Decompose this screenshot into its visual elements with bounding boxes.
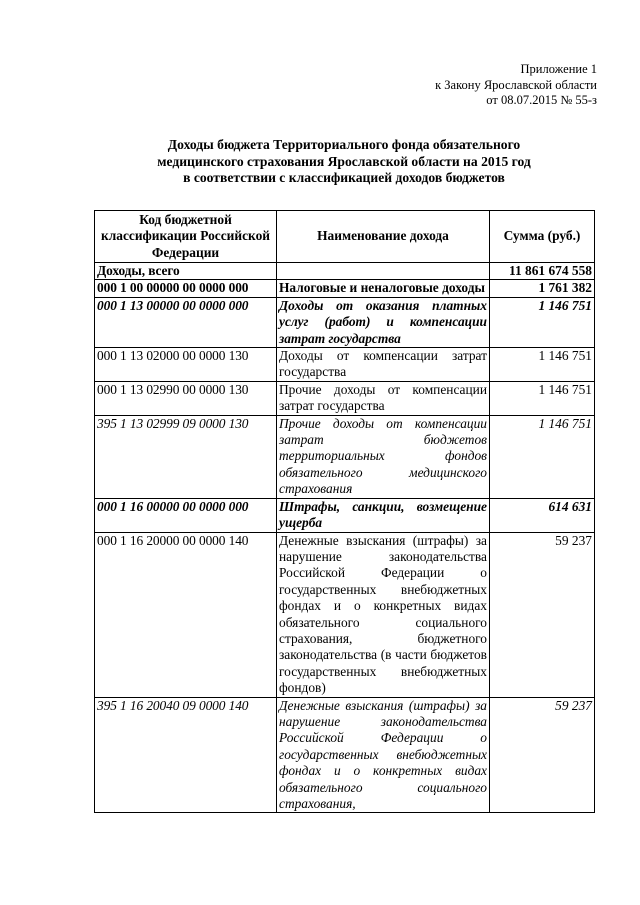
title-line-1: Доходы бюджета Территориального фонда обязательного: [167, 137, 521, 152]
row-sum: 1 146 751: [490, 348, 595, 382]
row-name: Прочие доходы от компенсации затрат бюджетов территориальных фондов обязательного медицинского страхования: [277, 415, 490, 498]
row-code: 000 1 13 02000 00 0000 130: [95, 348, 277, 382]
table-row: [95, 697, 595, 813]
row-sum: 59 237: [490, 697, 595, 813]
table-header-row: [95, 211, 595, 263]
row-name: Штрафы, санкции, возмещение ущерба: [277, 498, 490, 532]
row-code: 395 1 13 02999 09 0000 130: [95, 415, 277, 498]
document-title: [94, 137, 594, 187]
income-table: [94, 210, 595, 813]
row-sum: 1 146 751: [490, 297, 595, 347]
total-empty-cell: [277, 263, 490, 280]
table-row: [95, 415, 595, 498]
row-name: Доходы от компенсации затрат государства: [277, 348, 490, 382]
table-row: [95, 532, 595, 697]
row-sum: 59 237: [490, 532, 595, 697]
appendix-note: [435, 62, 597, 109]
table-row: [95, 348, 595, 382]
table-row: [95, 297, 595, 347]
table-row: [95, 498, 595, 532]
row-code: 000 1 13 02990 00 0000 130: [95, 381, 277, 415]
title-line-2: медицинского страхования Ярославской области на 2015 год: [157, 153, 531, 169]
row-code: 000 1 16 00000 00 0000 000: [95, 498, 277, 532]
total-row: [95, 263, 595, 280]
row-code: 000 1 13 00000 00 0000 000: [95, 297, 277, 347]
row-name: Доходы от оказания платных услуг (работ) и компенсации затрат государства: [277, 297, 490, 347]
table-row: [95, 280, 595, 297]
total-label: Доходы, всего: [95, 263, 277, 280]
total-sum: 11 861 674 558: [490, 263, 595, 280]
title-line-3: в соответствии с классификацией доходов бюджетов: [183, 170, 505, 185]
header-name: Наименование дохода: [277, 211, 490, 263]
row-code: 395 1 16 20040 09 0000 140: [95, 697, 277, 813]
header-sum: Сумма (руб.): [490, 211, 595, 263]
row-name: Налоговые и неналоговые доходы: [277, 280, 490, 297]
row-sum: 614 631: [490, 498, 595, 532]
appendix-line-1: Приложение 1: [520, 62, 597, 76]
row-code: 000 1 16 20000 00 0000 140: [95, 532, 277, 697]
header-code: Код бюджетной классификации Российской Федерации: [95, 211, 277, 263]
row-name: Денежные взыскания (штрафы) за нарушение законодательства Российской Федерации о государственных внебюджетных фондах и о конкретных видах обязательного социального страхования, бюджетного законодательства (в части бюджетов государственных внебюджетных фондов): [277, 532, 490, 697]
appendix-line-2: к Закону Ярославской области: [435, 77, 597, 92]
row-code: 000 1 00 00000 00 0000 000: [95, 280, 277, 297]
row-name: Прочие доходы от компенсации затрат государства: [277, 381, 490, 415]
row-name: Денежные взыскания (штрафы) за нарушение законодательства Российской Федерации о государственных внебюджетных фондах и о конкретных видах обязательного социального страхования,: [277, 697, 490, 813]
row-sum: 1 146 751: [490, 381, 595, 415]
row-sum: 1 146 751: [490, 415, 595, 498]
table-row: [95, 381, 595, 415]
row-sum: 1 761 382: [490, 280, 595, 297]
appendix-line-3: от 08.07.2015 № 55-з: [486, 93, 597, 107]
